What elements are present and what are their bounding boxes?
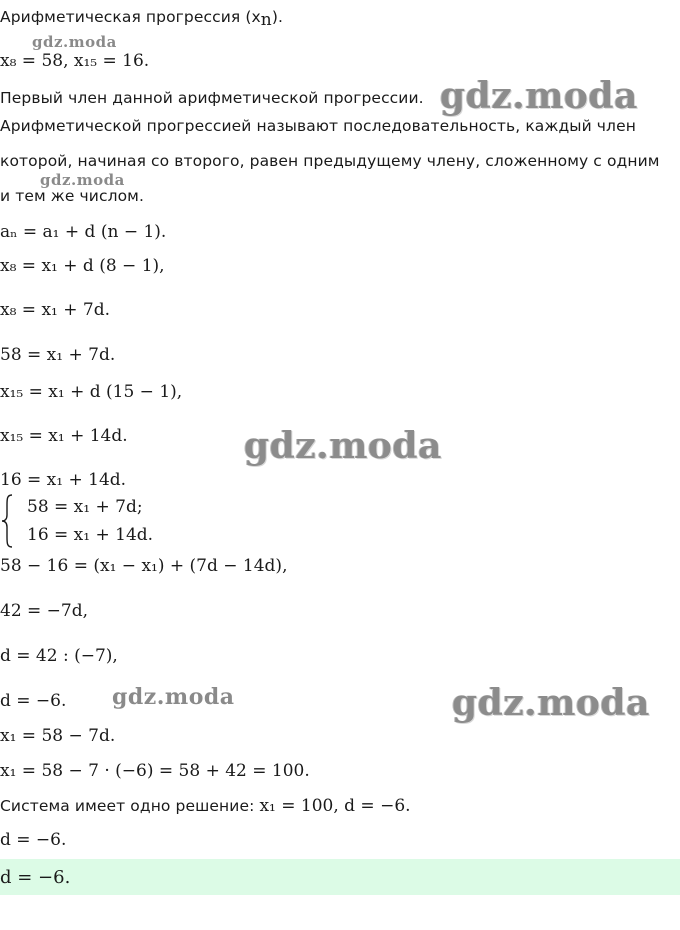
formula-line: d = −6. <box>0 830 67 850</box>
watermark-logo: gdz.moda <box>32 33 117 51</box>
watermark-logo: gdz.moda <box>440 75 638 117</box>
watermark-logo: gdz.moda <box>244 425 442 467</box>
watermark-logo: gdz.moda <box>112 684 235 710</box>
answer-highlight <box>0 859 680 895</box>
system-equation: 58 = x₁ + 7d; <box>27 497 143 517</box>
final-answer: d = −6. <box>0 867 71 888</box>
system-brace-icon <box>0 493 14 549</box>
formula-line: d = 42 : (−7), <box>0 646 118 666</box>
definition-text: и тем же числом. <box>0 187 144 205</box>
formula-line: x₈ = x₁ + d (8 − 1), <box>0 256 165 276</box>
watermark-logo: gdz.moda <box>40 171 125 189</box>
formula-line: x₈ = x₁ + 7d. <box>0 300 111 320</box>
conclusion-line: Система имеет одно решение: x₁ = 100, d = −6. <box>0 796 411 816</box>
formula-line: x₁₅ = x₁ + d (15 − 1), <box>0 382 183 402</box>
problem-title: Арифметическая прогрессия $(x_n)$. <box>0 8 284 30</box>
system-equation: 16 = x₁ + 14d. <box>27 525 154 545</box>
formula-line: 58 − 16 = (x₁ − x₁) + (7d − 14d), <box>0 556 288 576</box>
formula-line: x₁₅ = x₁ + 14d. <box>0 426 128 446</box>
formula-line: d = −6. <box>0 691 67 711</box>
given-values: x₈ = 58, x₁₅ = 16. <box>0 51 150 71</box>
formula-line: x₁ = 58 − 7 · (−6) = 58 + 42 = 100. <box>0 761 310 781</box>
definition-text: Арифметической прогрессией называют последовательность, каждый член <box>0 117 636 135</box>
definition-text: которой, начиная со второго, равен предыдущему члену, сложенному с одним <box>0 152 660 170</box>
formula-line: x₁ = 58 − 7d. <box>0 726 116 746</box>
formula-line: 16 = x₁ + 14d. <box>0 470 127 490</box>
formula-line: aₙ = a₁ + d (n − 1). <box>0 222 167 242</box>
question-text: Первый член данной арифметической прогрессии. <box>0 89 424 107</box>
formula-line: 58 = x₁ + 7d. <box>0 345 116 365</box>
watermark-logo: gdz.moda <box>452 682 650 724</box>
formula-line: 42 = −7d, <box>0 601 89 621</box>
